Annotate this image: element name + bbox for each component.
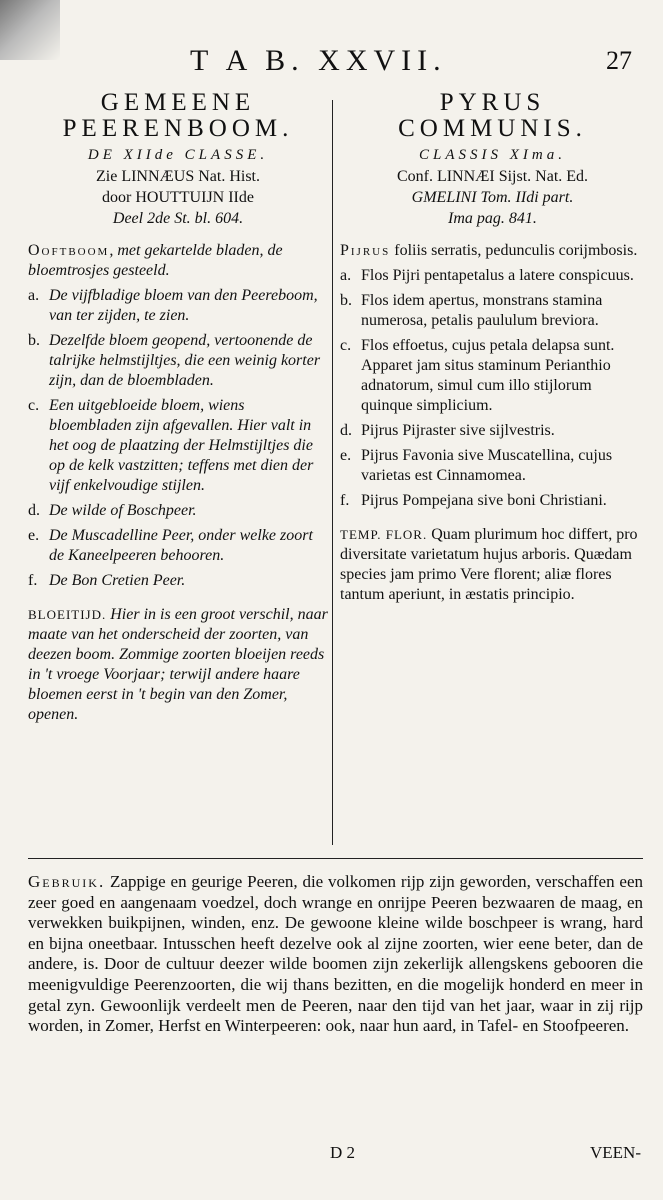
item-letter: f. [28,572,38,589]
item-letter: e. [28,527,40,544]
latin-intro-text: foliis serratis, pedunculis corijmbosis. [390,242,638,259]
dutch-intro [28,241,328,281]
item-text: Pijrus Pijraster sive sijlvestris. [361,422,555,439]
list-item [28,331,328,391]
latin-column [340,90,645,605]
list-item [28,526,328,566]
usage-text: Zappige en geurige Peeren, die volkomen rijp zijn geworden, verschaffen een zeer goed en aangenaam voedzel, doch wrange en onrijpe Peeren bezwaaren de maag, en verwekken buikpijnen, winden, enz. De gewoone kleine wilde boschpeer is wrang, hard en bijna oneetbaar. Intusschen heeft dezelve ook al zijne zoorten, wier eene beter, dan de andere, is. Door de cultuur deezer wilde boomen zijn zekerlijk allengskens gebooren die meenigvuldige Peerenzoorten, die wij thans bezitten, en die mogelijk honderd en meer in getal zyn. Gewoonlijk verdeelt men de Peeren, naar den tijd van het jaar, waar in zij rijp worden, in Zomer, Herfst en Winterpeeren: ook, naar hun aard, in Tafel- en Stoofpeeren. [28,872,643,1036]
item-letter: d. [340,422,352,439]
dutch-ref-2: door HOUTTUIJN IIde [102,189,254,206]
list-item [340,266,645,286]
item-text: De Muscadelline Peer, onder welke zoort de Kaneelpeeren behooren. [49,527,313,564]
item-letter: b. [28,332,40,349]
dutch-ref-3: Deel 2de St. bl. 604. [112,210,244,227]
dutch-heading-2: PEERENBOOM. [62,115,294,142]
latin-class-line: CLASSIS XIma. [419,147,566,163]
latin-items [340,266,645,511]
item-letter: c. [28,397,40,414]
item-letter: c. [340,337,352,354]
dutch-items [28,286,328,591]
dutch-intro-text: , met gekartelde bladen, de bloemtrosjes gesteeld. [28,242,283,279]
dutch-bloom-time [28,605,328,725]
list-item [28,571,328,591]
item-text: Dezelfde bloem geopend, vertoonende de talrijke helmstijltjes, die een weinig korter zijn, dan de bloembladen. [49,332,321,389]
dutch-class-line: DE XIIde CLASSE. [87,147,269,163]
latin-heading-1: PYRUS [439,89,546,116]
bloom-time-text: Hier in is een groot verschil, naar maate van het onderscheid der zoorten, van deezen boom. Zommige zoorten bloeijen reeds in 't vroege Voorjaar; terwijl andere haare bloemen eerst in 't begin van den Zomer, openen. [28,606,328,723]
item-text: De wilde of Boschpeer. [49,502,197,519]
item-text: De vijfbladige bloem van den Peereboom, van ter zijden, te zien. [49,287,318,324]
latin-ref-3: Ima pag. 841. [448,210,537,227]
bloom-time-text: Quam plurimum hoc differt, pro diversitate varietatum hujus arboris. Quædam species jam primo Vere florent; aliæ flores tantum aperiunt, in æstatis principio. [340,526,638,603]
latin-ref-1: Conf. LINNÆI Sijst. Nat. Ed. [396,168,589,185]
item-text: Pijrus Pompejana sive boni Christiani. [361,492,607,509]
list-item [340,291,645,331]
dutch-column [28,90,328,725]
list-item [340,491,645,511]
item-text: Pijrus Favonia sive Muscatellina, cujus varietas est Cinnamomea. [361,447,613,484]
list-item [28,286,328,326]
catchword: VEEN- [590,1143,641,1162]
bloom-time-label: TEMP. FLOR. [340,527,428,542]
latin-intro-label: Pijrus [340,242,391,259]
list-item [28,396,328,496]
item-text: De Bon Cretien Peer. [49,572,186,589]
latin-ref-2: GMELINI Tom. IIdi part. [411,189,574,206]
list-item [340,336,645,416]
usage-paragraph [28,872,643,1037]
dutch-intro-label: Ooftboom [28,242,110,259]
item-text: Een uitgebloeide bloem, wiens bloembladen zijn afgevallen. Hier valt in het oog de plaatzing der Helmstijltjes die op de kelk vastzitten; teffens met dien der vijf enkelvoudige stijlen. [49,397,314,494]
latin-intro [340,241,645,261]
item-letter: a. [340,267,352,284]
item-text: Flos Pijri pentapetalus a latere conspicuus. [361,267,634,284]
list-item [340,446,645,486]
list-item [28,501,328,521]
section-rule [28,858,643,859]
latin-bloom-time [340,525,645,605]
signature-mark: D 2 [330,1143,356,1162]
page-number: 27 [606,46,632,75]
item-letter: d. [28,502,40,519]
item-letter: e. [340,447,352,464]
latin-heading-2: COMMUNIS. [398,115,587,142]
column-divider [332,100,333,845]
dutch-ref-1: Zie LINNÆUS Nat. Hist. [96,168,260,185]
item-text: Flos effoetus, cujus petala delapsa sunt. Apparet jam situs staminum Perianthio adnatorum, simul cum illo stijlorum quinque simplicium. [361,337,615,414]
bloom-time-label: BLOEITIJD. [28,607,107,622]
item-letter: f. [340,492,350,509]
item-text: Flos idem apertus, monstrans stamina numerosa, petalis paululum breviora. [361,292,603,329]
dutch-heading-1: GEMEENE [100,89,256,116]
usage-label: Gebruik. [28,872,106,891]
plate-title: T A B. XXVII. [190,44,447,77]
item-letter: b. [340,292,352,309]
item-letter: a. [28,287,40,304]
list-item [340,421,645,441]
running-head [0,44,663,84]
